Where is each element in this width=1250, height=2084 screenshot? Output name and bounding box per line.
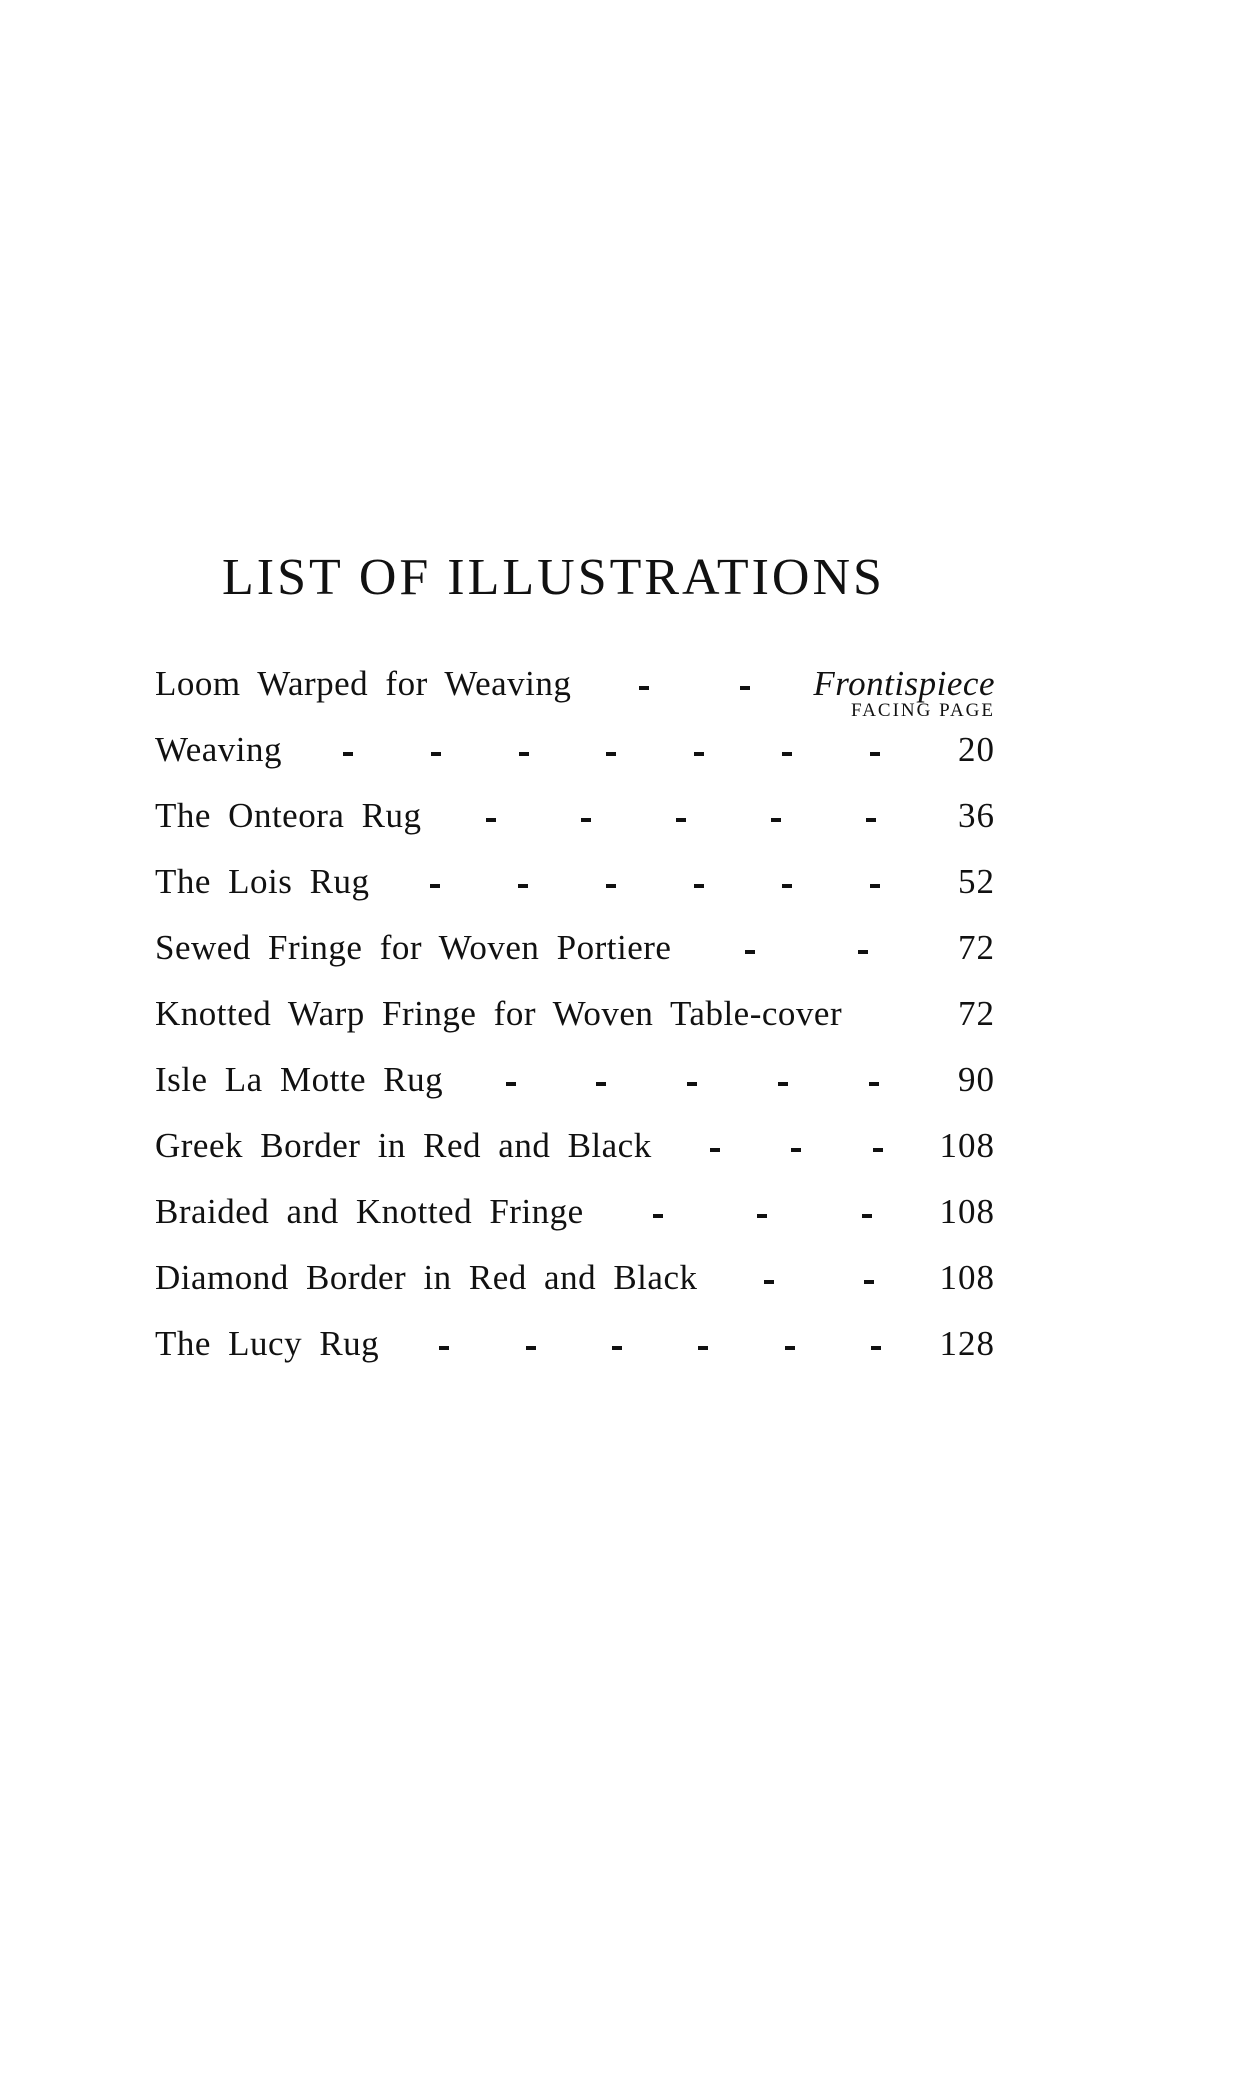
illustration-title: Sewed Fringe for Woven Portiere: [155, 928, 672, 967]
dot-leaders: [584, 1192, 937, 1218]
page-number: 20: [958, 730, 995, 769]
list-item: [155, 928, 995, 994]
illustration-title: The Onteora Rug: [155, 796, 422, 835]
list-item: [155, 1126, 995, 1192]
page-number: 36: [958, 796, 995, 835]
dot-leaders: [379, 1324, 937, 1350]
list-item: [155, 700, 995, 796]
page-number: 108: [939, 1192, 995, 1231]
illustrations-list: [155, 664, 995, 1390]
page-number: 108: [939, 1258, 995, 1297]
page-number: 128: [939, 1324, 995, 1363]
list-item: [155, 1192, 995, 1258]
list-item: [155, 1324, 995, 1390]
page-number: 52: [958, 862, 995, 901]
list-item: [155, 1258, 995, 1324]
illustration-title: Braided and Knotted Fringe: [155, 1192, 584, 1231]
dot-leaders: [369, 862, 937, 888]
dot-leaders: [671, 928, 937, 954]
page-number: 108: [939, 1126, 995, 1165]
page-title: LIST OF ILLUSTRATIONS: [222, 549, 885, 606]
list-item: [155, 796, 995, 862]
facing-page-header: FACING PAGE: [851, 700, 995, 721]
illustration-title: Weaving: [155, 730, 283, 769]
illustration-title: Greek Border in Red and Black: [155, 1126, 652, 1165]
page-number: 72: [958, 994, 995, 1033]
list-item: [155, 1060, 995, 1126]
list-item: [155, 862, 995, 928]
dot-leaders: [421, 796, 937, 822]
illustration-title: The Lois Rug: [155, 862, 370, 901]
dot-leaders: [652, 1126, 937, 1152]
illustration-title: Isle La Motte Rug: [155, 1060, 444, 1099]
page-number: 90: [958, 1060, 995, 1099]
illustration-title: The Lucy Rug: [155, 1324, 380, 1363]
page-reference: Frontispiece: [813, 664, 995, 703]
illustration-title: Diamond Border in Red and Black: [155, 1258, 698, 1297]
page-number: 72: [958, 928, 995, 967]
illustration-title: Loom Warped for Weaving: [155, 664, 572, 703]
dot-leaders: [697, 1258, 937, 1284]
list-item: [155, 994, 995, 1060]
illustration-title: Knotted Warp Fringe for Woven Table-cover: [155, 994, 843, 1033]
dot-leaders: [571, 664, 813, 690]
dot-leaders: [282, 730, 937, 756]
dot-leaders: [443, 1060, 937, 1086]
